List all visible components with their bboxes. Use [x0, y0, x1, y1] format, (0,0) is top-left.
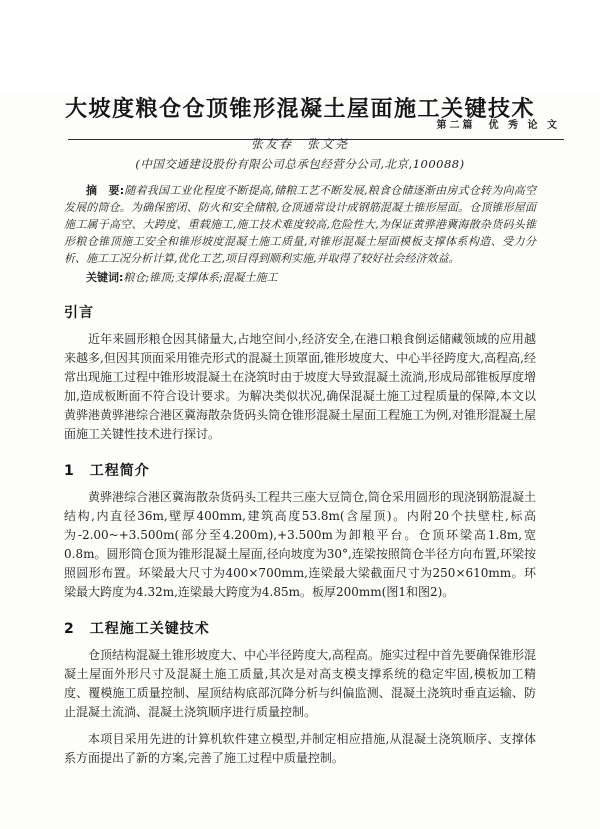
page-title: 大坡度粮仓仓顶锥形混凝土屋面施工关键技术 [64, 97, 535, 122]
scanned-paper-page [0, 92, 600, 829]
article-authors: 张友春 张文尧 [250, 137, 349, 151]
article-affiliation: (中国交通建设股份有限公司总承包经营分公司,北京,100088) [135, 157, 465, 171]
section-1-paragraph: 黄骅港综合港区冀海散杂货码头工程共三座大豆筒仓,筒仓采用圆形的现浇钢筋混凝土结构,内直径36m,壁厚400mm,建筑高度53.8m(含屋顶)。内附20个扶壁柱,标高为-2.00~+3.500m(部分至4.200m),+3.500m为卸粮平台。仓顶环梁高1.8m,宽0.8m。圆形筒仓顶为锥形混凝土屋面,径向坡度为30°,连梁按照筒仓半径方向布置,环梁按照圆形布置。环梁最大尺寸为400×700mm,连梁最大梁截面尺寸为250×610mm。环梁最大跨度为4.32m,连梁最大跨度为4.85m。板厚200mm(图1和图2)。 [64, 490, 536, 599]
section-2-paragraph-1: 仓顶结构混凝土锥形坡度大、中心半径跨度大,高程高。施实过程中首先要确保锥形混凝土屋面外形尺寸及混凝土施工质量,其次是对高支模支撑系统的稳定牢固,模板加工精度、覆模施工质量控制、屋顶结构底部沉降分析与纠偏监测、混凝土浇筑时垂直运输、防止混凝土流淌、混凝土浇筑顺序进行质量控制。 [64, 648, 536, 719]
abstract-label: 摘 要: [86, 184, 125, 197]
abstract-text: 随着我国工业化程度不断提高,储粮工艺不断发展,粮食仓储逐渐由房式仓转为向高空发展的筒仓。为确保密闭、防火和安全储粮,仓顶通常设计成钢筋混凝土锥形屋面。仓顶锥形屋面施工属于高空、大跨度、重载施工,施工技术难度较高,危险性大,为保证黄骅港冀海散杂货码头锥形粮仓锥顶施工安全和锥形坡度混凝土施工质量,对锥形混凝土屋面模板支撑体系构造、受力分析、施工工况分析计算,优化工艺,项目得到顺利实施,并取得了较好社会经济效益。 [64, 184, 536, 265]
section-2-heading: 2 工程施工关键技术 [64, 621, 210, 637]
keywords-text: 粮仓;锥顶;支撑体系;混凝土施工 [123, 271, 278, 284]
intro-paragraph: 近年来圆形粮仓因其储量大,占地空间小,经济安全,在港口粮食倒运储藏领域的应用越来越多,但因其顶面采用锥壳形式的混凝土顶罩面,锥形坡度大、中心半径跨度大,高程高,经常出现施工过程中锥形坡混凝土在浇筑时由于坡度大导致混凝土流淌,形成局部锥板厚度增加,造成板断面不符合设计要求。为解决类似状况,确保混凝土施工过程质量的保障,本文以黄骅港黄骅港综合港区冀海散杂货码头筒仓锥形混凝土屋面工程施工为例,对锥形混凝土屋面施工关键性技术进行探讨。 [64, 332, 536, 441]
section-2-paragraph-2: 本项目采用先进的计算机软件建立模型,并制定相应措施,从混凝土浇筑顺序、支撑体系方面提出了新的方案,完善了施工过程中质量控制。 [64, 732, 536, 765]
keywords [64, 269, 536, 286]
keywords-label: 关键词: [86, 271, 124, 284]
abstract [64, 182, 536, 267]
section-1-heading: 1 工程简介 [64, 463, 150, 479]
running-head: 第二篇 优 秀 论 文 [436, 120, 560, 131]
header-rule [68, 139, 564, 140]
section-intro-heading: 引言 [64, 305, 94, 321]
